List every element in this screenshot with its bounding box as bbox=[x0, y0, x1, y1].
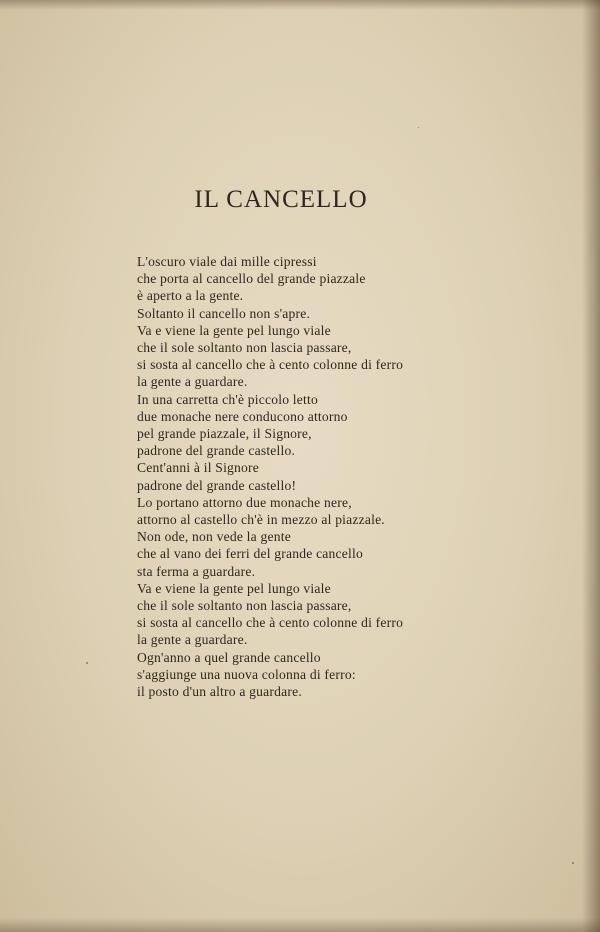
poem-line: la gente a guardare. bbox=[137, 374, 248, 390]
poem-line: attorno al castello ch'è in mezzo al piazzale. bbox=[137, 512, 385, 528]
page-edge-shadow bbox=[582, 0, 600, 932]
poem-line: che al vano dei ferri del grande cancello bbox=[137, 546, 363, 562]
poem-line: che il sole soltanto non lascia passare, bbox=[137, 340, 352, 356]
page-bottom-shadow bbox=[0, 918, 600, 932]
poem-line: Va e viene la gente pel lungo viale bbox=[137, 322, 331, 338]
paper-speck bbox=[572, 862, 574, 864]
poem-body bbox=[137, 253, 403, 700]
poem-line: il posto d'un altro a guardare. bbox=[137, 684, 302, 700]
paper-speck bbox=[86, 662, 88, 664]
poem-line: sta ferma a guardare. bbox=[137, 563, 256, 579]
poem-line: s'aggiunge una nuova colonna di ferro: bbox=[137, 666, 356, 682]
poem-line: si sosta al cancello che à cento colonne di ferro bbox=[137, 615, 404, 631]
poem-line: si sosta al cancello che à cento colonne di ferro bbox=[137, 357, 404, 373]
poem-line: pel grande piazzale, il Signore, bbox=[137, 426, 312, 442]
poem-line: Lo portano attorno due monache nere, bbox=[137, 494, 352, 510]
poem-line: Non ode, non vede la gente bbox=[137, 529, 291, 545]
poem-line: due monache nere conducono attorno bbox=[137, 408, 348, 424]
poem-line: Ogn'anno a quel grande cancello bbox=[137, 649, 321, 665]
poem-line: che il sole soltanto non lascia passare, bbox=[137, 598, 352, 614]
poem-line: è aperto a la gente. bbox=[137, 288, 244, 304]
poem-line: padrone del grande castello! bbox=[137, 477, 297, 493]
paper-speck bbox=[418, 127, 419, 128]
poem-line: Cent'anni à il Signore bbox=[137, 460, 259, 476]
poem-line: Soltanto il cancello non s'apre. bbox=[137, 305, 311, 321]
poem-line: che porta al cancello del grande piazzale bbox=[137, 271, 366, 287]
page-top-shadow bbox=[0, 0, 600, 10]
poem-line: L'oscuro viale dai mille cipressi bbox=[137, 254, 317, 269]
poem-line: In una carretta ch'è piccolo letto bbox=[137, 391, 318, 407]
poem-line: padrone del grande castello. bbox=[137, 443, 296, 459]
poem-line: Va e viene la gente pel lungo viale bbox=[137, 580, 331, 596]
poem-line: la gente a guardare. bbox=[137, 632, 248, 648]
poem-title: IL CANCELLO bbox=[194, 186, 368, 213]
